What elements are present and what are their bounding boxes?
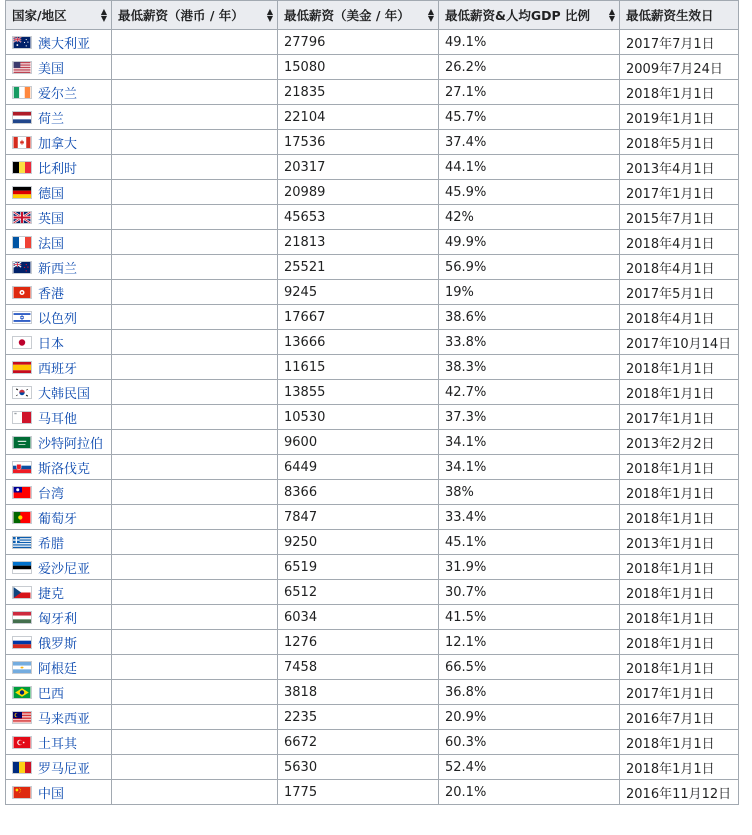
table-row <box>6 130 739 155</box>
usd-cell: 6034 <box>278 605 439 630</box>
turkey-flag-icon <box>12 736 32 749</box>
ratio-cell: 41.5% <box>439 605 620 630</box>
greece-flag-icon <box>12 536 32 549</box>
hungary-flag-icon <box>12 611 32 624</box>
china-flag-icon <box>12 786 32 799</box>
date-cell: 2015年7月1日 <box>620 205 739 230</box>
header-usd[interactable]: 最低薪资（美金 / 年） ▲ ▼ <box>278 1 439 30</box>
south-korea-flag-icon <box>12 386 32 399</box>
country-cell <box>6 655 112 680</box>
date-cell: 2018年4月1日 <box>620 305 739 330</box>
ratio-cell: 56.9% <box>439 255 620 280</box>
table-row <box>6 580 739 605</box>
table-row <box>6 355 739 380</box>
usa-flag-icon <box>12 61 32 74</box>
ratio-cell: 60.3% <box>439 730 620 755</box>
usd-cell: 25521 <box>278 255 439 280</box>
ratio-cell: 37.3% <box>439 405 620 430</box>
date-cell: 2017年5月1日 <box>620 280 739 305</box>
hkd-cell <box>112 180 278 205</box>
country-cell <box>6 430 112 455</box>
date-cell: 2018年1月1日 <box>620 605 739 630</box>
country-cell <box>6 330 112 355</box>
ratio-cell: 33.8% <box>439 330 620 355</box>
country-link[interactable]: 法国 <box>38 236 65 252</box>
date-cell: 2019年1月1日 <box>620 105 739 130</box>
ratio-cell: 34.1% <box>439 430 620 455</box>
country-link[interactable]: 巴西 <box>38 686 65 702</box>
country-cell <box>6 505 112 530</box>
usd-cell: 21835 <box>278 80 439 105</box>
table-row <box>6 105 739 130</box>
hkd-cell <box>112 730 278 755</box>
ratio-cell: 20.9% <box>439 705 620 730</box>
country-link[interactable]: 日本 <box>38 336 65 352</box>
country-cell <box>6 380 112 405</box>
usd-cell: 6512 <box>278 580 439 605</box>
ratio-cell: 19% <box>439 280 620 305</box>
usd-cell: 13666 <box>278 330 439 355</box>
usd-cell: 7458 <box>278 655 439 680</box>
country-cell <box>6 230 112 255</box>
country-cell <box>6 730 112 755</box>
australia-flag-icon <box>12 36 32 49</box>
romania-flag-icon <box>12 761 32 774</box>
country-cell <box>6 580 112 605</box>
country-link[interactable]: 澳大利亚 <box>38 36 91 52</box>
usd-cell: 6449 <box>278 455 439 480</box>
portugal-flag-icon <box>12 511 32 524</box>
date-cell: 2018年1月1日 <box>620 630 739 655</box>
header-date[interactable]: 最低薪资生效日 <box>620 1 739 30</box>
table-row <box>6 55 739 80</box>
ratio-cell: 38.6% <box>439 305 620 330</box>
usd-cell: 15080 <box>278 55 439 80</box>
date-cell: 2018年1月1日 <box>620 730 739 755</box>
usd-cell: 22104 <box>278 105 439 130</box>
country-link[interactable]: 马来西亚 <box>38 711 91 727</box>
country-link[interactable]: 土耳其 <box>38 736 78 752</box>
table-row <box>6 230 739 255</box>
date-cell: 2018年1月1日 <box>620 355 739 380</box>
country-link[interactable]: 捷克 <box>38 586 65 602</box>
hkd-cell <box>112 230 278 255</box>
country-link[interactable]: 荷兰 <box>38 111 65 127</box>
hkd-cell <box>112 305 278 330</box>
country-link[interactable]: 香港 <box>38 286 65 302</box>
country-cell <box>6 155 112 180</box>
ratio-cell: 12.1% <box>439 630 620 655</box>
hkd-cell <box>112 430 278 455</box>
uk-flag-icon <box>12 211 32 224</box>
hkd-cell <box>112 580 278 605</box>
usd-cell: 6672 <box>278 730 439 755</box>
table-row <box>6 305 739 330</box>
table-row <box>6 480 739 505</box>
usd-cell: 27796 <box>278 30 439 55</box>
date-cell: 2018年1月1日 <box>620 80 739 105</box>
usd-cell: 1276 <box>278 630 439 655</box>
table-row <box>6 705 739 730</box>
sort-icon[interactable]: ▲ ▼ <box>427 7 434 23</box>
country-link[interactable]: 匈牙利 <box>38 611 78 627</box>
hkd-cell <box>112 655 278 680</box>
country-link[interactable]: 斯洛伐克 <box>38 461 91 477</box>
brazil-flag-icon <box>12 686 32 699</box>
ratio-cell: 34.1% <box>439 455 620 480</box>
usd-cell: 17667 <box>278 305 439 330</box>
table-row <box>6 280 739 305</box>
header-hkd[interactable]: 最低薪资（港币 / 年） ▲ ▼ <box>112 1 278 30</box>
russia-flag-icon <box>12 636 32 649</box>
table-row <box>6 330 739 355</box>
country-cell <box>6 80 112 105</box>
ratio-cell: 52.4% <box>439 755 620 780</box>
new-zealand-flag-icon <box>12 261 32 274</box>
table-row <box>6 430 739 455</box>
country-link[interactable]: 马耳他 <box>38 411 78 427</box>
ratio-cell: 38% <box>439 480 620 505</box>
country-cell <box>6 55 112 80</box>
table-row <box>6 455 739 480</box>
table-row <box>6 630 739 655</box>
table-row <box>6 405 739 430</box>
country-cell <box>6 305 112 330</box>
country-link[interactable]: 罗马尼亚 <box>38 761 91 777</box>
japan-flag-icon <box>12 336 32 349</box>
date-cell: 2013年1月1日 <box>620 530 739 555</box>
usd-cell: 20317 <box>278 155 439 180</box>
hkd-cell <box>112 30 278 55</box>
country-cell <box>6 555 112 580</box>
country-link[interactable]: 新西兰 <box>38 261 78 277</box>
taiwan-flag-icon <box>12 486 32 499</box>
ratio-cell: 42.7% <box>439 380 620 405</box>
hkd-cell <box>112 405 278 430</box>
ratio-cell: 27.1% <box>439 80 620 105</box>
hkd-cell <box>112 55 278 80</box>
country-link[interactable]: 阿根廷 <box>38 661 78 677</box>
hkd-cell <box>112 380 278 405</box>
hkd-cell <box>112 630 278 655</box>
table-row <box>6 530 739 555</box>
table-row <box>6 505 739 530</box>
usd-cell: 9250 <box>278 530 439 555</box>
country-cell <box>6 755 112 780</box>
table-row <box>6 730 739 755</box>
hkd-cell <box>112 480 278 505</box>
sort-icon[interactable]: ▲ ▼ <box>608 7 615 23</box>
date-cell: 2018年1月1日 <box>620 380 739 405</box>
table-row <box>6 255 739 280</box>
usd-cell: 9245 <box>278 280 439 305</box>
hkd-cell <box>112 705 278 730</box>
country-cell <box>6 780 112 805</box>
hkd-cell <box>112 255 278 280</box>
hkd-cell <box>112 530 278 555</box>
table-row <box>6 380 739 405</box>
date-cell: 2018年1月1日 <box>620 505 739 530</box>
usd-cell: 9600 <box>278 430 439 455</box>
date-cell: 2017年7月1日 <box>620 30 739 55</box>
ratio-cell: 38.3% <box>439 355 620 380</box>
hkd-cell <box>112 605 278 630</box>
date-cell: 2016年7月1日 <box>620 705 739 730</box>
date-cell: 2013年2月2日 <box>620 430 739 455</box>
date-cell: 2018年1月1日 <box>620 655 739 680</box>
malaysia-flag-icon <box>12 711 32 724</box>
country-link[interactable]: 德国 <box>38 186 65 202</box>
hong-kong-flag-icon <box>12 286 32 299</box>
usd-cell: 7847 <box>278 505 439 530</box>
ratio-cell: 44.1% <box>439 155 620 180</box>
hkd-cell <box>112 105 278 130</box>
country-cell <box>6 705 112 730</box>
table-row <box>6 30 739 55</box>
ratio-cell: 37.4% <box>439 130 620 155</box>
country-link[interactable]: 美国 <box>38 61 65 77</box>
date-cell: 2018年5月1日 <box>620 130 739 155</box>
hkd-cell <box>112 455 278 480</box>
country-link[interactable]: 爱尔兰 <box>38 86 78 102</box>
hkd-cell <box>112 680 278 705</box>
country-cell <box>6 130 112 155</box>
country-cell <box>6 480 112 505</box>
date-cell: 2018年4月1日 <box>620 255 739 280</box>
hkd-cell <box>112 130 278 155</box>
ratio-cell: 49.1% <box>439 30 620 55</box>
table-row <box>6 205 739 230</box>
usd-cell: 2235 <box>278 705 439 730</box>
france-flag-icon <box>12 236 32 249</box>
usd-cell: 17536 <box>278 130 439 155</box>
table-row <box>6 80 739 105</box>
germany-flag-icon <box>12 186 32 199</box>
header-country[interactable]: 国家/地区 ▲ ▼ <box>6 1 112 30</box>
country-cell <box>6 355 112 380</box>
canada-flag-icon <box>12 136 32 149</box>
country-cell <box>6 205 112 230</box>
ratio-cell: 45.7% <box>439 105 620 130</box>
country-cell <box>6 255 112 280</box>
table-row <box>6 555 739 580</box>
slovakia-flag-icon <box>12 461 32 474</box>
hkd-cell <box>112 505 278 530</box>
hkd-cell <box>112 780 278 805</box>
country-link[interactable]: 英国 <box>38 211 65 227</box>
hkd-cell <box>112 555 278 580</box>
country-cell <box>6 455 112 480</box>
usd-cell: 10530 <box>278 405 439 430</box>
ratio-cell: 49.9% <box>439 230 620 255</box>
country-link[interactable]: 台湾 <box>38 486 65 502</box>
country-link[interactable]: 希腊 <box>38 536 65 552</box>
minimum-wage-table <box>5 0 739 805</box>
country-link[interactable]: 沙特阿拉伯 <box>38 436 104 452</box>
usd-cell: 11615 <box>278 355 439 380</box>
table-row <box>6 180 739 205</box>
table-row <box>6 155 739 180</box>
estonia-flag-icon <box>12 561 32 574</box>
country-link[interactable]: 比利时 <box>38 161 78 177</box>
table-header-row <box>6 1 739 30</box>
hkd-cell <box>112 155 278 180</box>
ratio-cell: 33.4% <box>439 505 620 530</box>
usd-cell: 8366 <box>278 480 439 505</box>
ratio-cell: 45.9% <box>439 180 620 205</box>
ratio-cell: 20.1% <box>439 780 620 805</box>
hkd-cell <box>112 355 278 380</box>
date-cell: 2017年1月1日 <box>620 680 739 705</box>
usd-cell: 13855 <box>278 380 439 405</box>
hkd-cell <box>112 80 278 105</box>
saudi-arabia-flag-icon <box>12 436 32 449</box>
hkd-cell <box>112 330 278 355</box>
usd-cell: 20989 <box>278 180 439 205</box>
sort-icon[interactable]: ▲ ▼ <box>266 7 273 23</box>
header-ratio[interactable]: 最低薪资&人均GDP 比例 ▲ ▼ <box>439 1 620 30</box>
table-row <box>6 655 739 680</box>
date-cell: 2009年7月24日 <box>620 55 739 80</box>
table-row <box>6 605 739 630</box>
country-link[interactable]: 爱沙尼亚 <box>38 561 91 577</box>
hkd-cell <box>112 205 278 230</box>
table-row <box>6 755 739 780</box>
ireland-flag-icon <box>12 86 32 99</box>
netherlands-flag-icon <box>12 111 32 124</box>
israel-flag-icon <box>12 311 32 324</box>
usd-cell: 6519 <box>278 555 439 580</box>
country-cell <box>6 105 112 130</box>
ratio-cell: 45.1% <box>439 530 620 555</box>
date-cell: 2016年11月12日 <box>620 780 739 805</box>
date-cell: 2018年1月1日 <box>620 455 739 480</box>
spain-flag-icon <box>12 361 32 374</box>
country-cell <box>6 30 112 55</box>
ratio-cell: 42% <box>439 205 620 230</box>
country-link[interactable]: 大韩民国 <box>38 386 91 402</box>
ratio-cell: 36.8% <box>439 680 620 705</box>
date-cell: 2017年1月1日 <box>620 180 739 205</box>
date-cell: 2013年4月1日 <box>620 155 739 180</box>
usd-cell: 5630 <box>278 755 439 780</box>
ratio-cell: 30.7% <box>439 580 620 605</box>
date-cell: 2018年1月1日 <box>620 580 739 605</box>
country-link[interactable]: 葡萄牙 <box>38 511 78 527</box>
belgium-flag-icon <box>12 161 32 174</box>
date-cell: 2017年10月14日 <box>620 330 739 355</box>
sort-icon[interactable]: ▲ ▼ <box>100 7 107 23</box>
date-cell: 2017年1月1日 <box>620 405 739 430</box>
hkd-cell <box>112 755 278 780</box>
country-link[interactable]: 以色列 <box>38 311 78 327</box>
country-cell <box>6 405 112 430</box>
usd-cell: 1775 <box>278 780 439 805</box>
date-cell: 2018年1月1日 <box>620 555 739 580</box>
ratio-cell: 26.2% <box>439 55 620 80</box>
malta-flag-icon <box>12 411 32 424</box>
date-cell: 2018年4月1日 <box>620 230 739 255</box>
country-cell <box>6 605 112 630</box>
ratio-cell: 31.9% <box>439 555 620 580</box>
czech-flag-icon <box>12 586 32 599</box>
country-link[interactable]: 加拿大 <box>38 136 78 152</box>
country-link[interactable]: 中国 <box>38 786 65 802</box>
country-cell <box>6 280 112 305</box>
country-cell <box>6 180 112 205</box>
argentina-flag-icon <box>12 661 32 674</box>
table-row <box>6 780 739 805</box>
usd-cell: 21813 <box>278 230 439 255</box>
country-cell <box>6 530 112 555</box>
country-link[interactable]: 西班牙 <box>38 361 78 377</box>
country-cell <box>6 630 112 655</box>
country-cell <box>6 680 112 705</box>
hkd-cell <box>112 280 278 305</box>
table-row <box>6 680 739 705</box>
date-cell: 2018年1月1日 <box>620 480 739 505</box>
country-link[interactable]: 俄罗斯 <box>38 636 78 652</box>
usd-cell: 3818 <box>278 680 439 705</box>
usd-cell: 45653 <box>278 205 439 230</box>
date-cell: 2018年1月1日 <box>620 755 739 780</box>
ratio-cell: 66.5% <box>439 655 620 680</box>
